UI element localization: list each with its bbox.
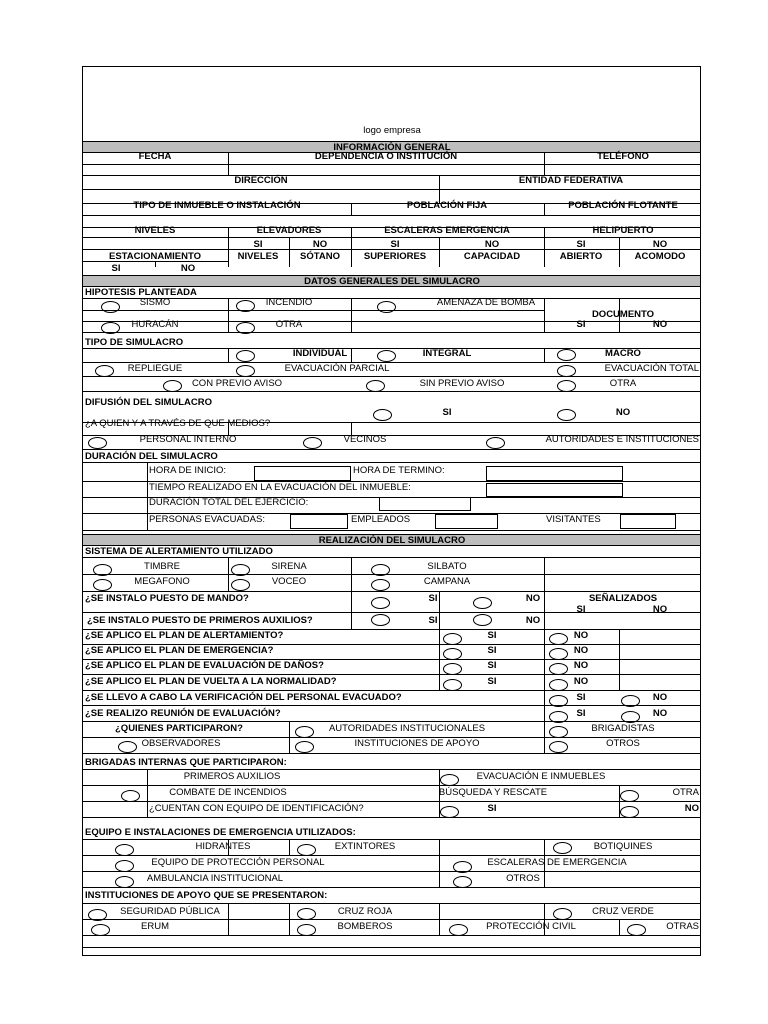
duracion-total-field[interactable]	[379, 497, 471, 511]
label-niveles: NIVELES	[134, 225, 176, 236]
label-niveles2: NIVELES	[237, 251, 279, 262]
label-q-reunion: ¿SE REALIZO REUNIÓN DE EVALUACIÓN?	[85, 708, 281, 719]
label-erum: ERUM	[141, 921, 169, 932]
label-q-emergencia: ¿SE APLICO EL PLAN DE EMERGENCIA?	[85, 645, 274, 656]
label-q-danos: ¿SE APLICO EL PLAN DE EVALUACIÓN DE DAÑOS?	[85, 660, 324, 671]
label-heli-no: NO	[652, 239, 668, 250]
label-brigadistas: BRIGADISTAS	[591, 723, 655, 734]
simulacro-form	[82, 66, 701, 956]
radio-amenaza[interactable]	[377, 301, 396, 313]
label-evac-inmuebles: EVACUACIÓN E INMUEBLES	[476, 771, 606, 782]
radio-mando-si[interactable]	[371, 597, 390, 609]
label-seguridad: SEGURIDAD PÚBLICA	[120, 906, 220, 917]
label-poblacion-flotante: POBLACIÓN FLOTANTE	[568, 200, 678, 211]
label-sin-previo: SIN PREVIO AVISO	[419, 378, 505, 389]
label-campana: CAMPANA	[423, 576, 471, 587]
label-otros: OTROS	[606, 738, 640, 749]
label-equipo-id-si: SI	[487, 803, 497, 814]
label-bomberos: BOMBEROS	[337, 921, 393, 932]
hora-termino-field[interactable]	[486, 466, 623, 481]
section-title-datos: DATOS GENERALES DEL SIMULACRO	[304, 276, 480, 287]
radio-difusion-no[interactable]	[557, 409, 576, 421]
radio-personal-interno[interactable]	[88, 437, 107, 449]
radio-sismo[interactable]	[101, 301, 120, 313]
label-hipotesis: HIPOTESIS PLANTEADA	[85, 287, 197, 298]
label-proteccion-civil: PROTECCIÓN CIVIL	[486, 921, 576, 932]
label-huracan: HURACÁN	[131, 319, 179, 330]
label-auxilios-si: SI	[428, 615, 438, 626]
label-mando-no: NO	[525, 593, 541, 604]
label-equipo-id-no: NO	[684, 803, 699, 814]
radio-mando-no[interactable]	[473, 597, 492, 609]
label-estac-si: SI	[111, 263, 121, 274]
label-danos-si: SI	[487, 660, 497, 671]
label-telefono: TELÉFONO	[597, 151, 649, 162]
label-danos-no: NO	[573, 660, 589, 671]
label-doc-no: NO	[652, 319, 668, 330]
label-superiores: SUPERIORES	[363, 251, 427, 262]
label-timbre: TIMBRE	[144, 561, 180, 572]
label-inst-apoyo: INSTITUCIONES DE APOYO	[354, 738, 480, 749]
section-title-general: INFORMACIÓN GENERAL	[333, 142, 451, 153]
hora-inicio-field[interactable]	[254, 466, 351, 481]
label-macro: MACRO	[605, 348, 641, 359]
label-observadores: OBSERVADORES	[141, 738, 221, 749]
label-verificacion-no: NO	[652, 692, 668, 703]
label-q-equipo-id: ¿CUENTAN CON EQUIPO DE IDENTIFICACIÓN?	[149, 803, 364, 814]
label-doc-si: SI	[576, 319, 586, 330]
label-autoridades: AUTORIDADES E INSTITUCIONES	[545, 434, 699, 445]
label-duracion-total: DURACIÓN TOTAL DEL EJERCICIO:	[149, 497, 309, 508]
label-individual: INDIVIDUAL	[292, 348, 348, 359]
radio-megafono[interactable]	[93, 579, 112, 591]
label-brigadas: BRIGADAS INTERNAS QUE PARTICIPARON:	[85, 757, 287, 768]
label-ambulancia: AMBULANCIA INSTITUCIONAL	[146, 873, 284, 884]
label-hora-termino: HORA DE TERMINO:	[353, 465, 445, 476]
label-sotano: SÓTANO	[300, 251, 340, 262]
label-con-previo: CON PREVIO AVISO	[191, 378, 283, 389]
radio-auxilios-no[interactable]	[473, 614, 492, 626]
label-senal-si: SI	[576, 604, 586, 615]
personas-field[interactable]	[290, 514, 348, 529]
radio-campana[interactable]	[371, 579, 390, 591]
label-reunion-no: NO	[652, 708, 668, 719]
radio-autoridades[interactable]	[486, 437, 505, 449]
label-otros-equipo: OTROS	[506, 873, 540, 884]
label-normalidad-si: SI	[487, 676, 497, 687]
radio-observadores[interactable]	[118, 741, 137, 753]
label-cruz-roja: CRUZ ROJA	[337, 906, 393, 917]
empleados-field[interactable]	[435, 514, 498, 529]
radio-vecinos[interactable]	[303, 437, 322, 449]
label-otras: OTRAS	[666, 921, 699, 932]
label-poblacion-fija: POBLACIÓN FIJA	[406, 200, 488, 211]
label-hidrantes: HIDRANTES	[195, 841, 251, 852]
label-silbato: SILBATO	[427, 561, 467, 572]
radio-auxilios-si[interactable]	[371, 614, 390, 626]
label-helipuerto: HELIPUERTO	[592, 225, 654, 236]
label-sistema: SISTEMA DE ALERTAMIENTO UTILIZADO	[85, 546, 273, 557]
label-senalizados: SEÑALIZADOS	[588, 593, 658, 604]
label-elev-no: NO	[312, 239, 328, 250]
label-amenaza: AMENAZA DE BOMBA	[436, 297, 536, 308]
label-q-verificacion: ¿SE LLEVO A CABO LA VERIFICACIÓN DEL PERSONAL EVACUADO?	[85, 692, 402, 703]
label-fecha: FECHA	[138, 151, 172, 162]
label-normalidad-no: NO	[573, 676, 589, 687]
label-q-participaron: ¿QUIENES PARTICIPARON?	[115, 723, 243, 734]
label-cruz-verde: CRUZ VERDE	[592, 906, 654, 917]
label-escaleras: ESCALERAS EMERGENCIA	[384, 225, 510, 236]
section-title-realizacion: REALIZACIÓN DEL SIMULACRO	[318, 535, 466, 546]
label-visitantes: VISITANTES	[546, 514, 601, 525]
label-esc-no: NO	[484, 239, 500, 250]
label-botiquines: BOTIQUINES	[593, 841, 653, 852]
label-senal-no: NO	[652, 604, 668, 615]
label-megafono: MEGAFONO	[134, 576, 190, 587]
label-extintores: EXTINTORES	[334, 841, 396, 852]
label-acomodo: ACOMODO	[634, 251, 686, 262]
label-incendio: INCENDIO	[265, 297, 313, 308]
label-tipo-simulacro: TIPO DE SIMULACRO	[85, 337, 184, 348]
label-vecinos: VECINOS	[343, 434, 387, 445]
label-dependencia: DEPENDENCIA O INSTITUCIÓN	[314, 151, 458, 162]
label-difusion: DIFUSIÓN DEL SIMULACRO	[85, 397, 213, 408]
label-reunion-si: SI	[576, 708, 586, 719]
label-aut-institucionales: AUTORIDADES INSTITUCIONALES	[328, 723, 486, 734]
label-abierto: ABIERTO	[559, 251, 603, 262]
radio-macro[interactable]	[557, 349, 576, 361]
label-equipo-proteccion: EQUIPO DE PROTECCIÓN PERSONAL	[151, 857, 325, 868]
label-emergencia-si: SI	[487, 645, 497, 656]
label-personal-interno: PERSONAL INTERNO	[139, 434, 237, 445]
label-equipo-title: EQUIPO E INSTALACIONES DE EMERGENCIA UTILIZADOS:	[85, 827, 356, 838]
label-emergencia-no: NO	[573, 645, 589, 656]
label-elevadores: ELEVADORES	[256, 225, 322, 236]
label-entidad: ENTIDAD FEDERATIVA	[518, 175, 624, 186]
radio-otros[interactable]	[549, 741, 568, 753]
label-otra: OTRA	[275, 319, 303, 330]
label-alertamiento-no: NO	[573, 630, 589, 641]
radio-inst-apoyo[interactable]	[295, 741, 314, 753]
radio-integral[interactable]	[377, 350, 396, 362]
label-capacidad: CAPACIDAD	[463, 251, 521, 262]
label-evac-total: EVACUACIÓN TOTAL	[604, 363, 699, 374]
label-a-quien: ¿A QUIEN Y A TRAVÉS DE QUE MEDIOS?	[85, 418, 271, 429]
label-difusion-no: NO	[615, 407, 631, 418]
label-sismo: SISMO	[139, 297, 171, 308]
label-combate: COMBATE DE INCENDIOS	[169, 787, 287, 798]
label-q-normalidad: ¿SE APLICO EL PLAN DE VUELTA A LA NORMALIDAD?	[85, 676, 337, 687]
label-repliegue: REPLIEGUE	[127, 363, 183, 374]
label-alertamiento-si: SI	[487, 630, 497, 641]
label-inst-title: INSTITUCIONES DE APOYO QUE SE PRESENTARON:	[85, 890, 328, 901]
label-escaleras-em: ESCALERAS DE EMERGENCIA	[487, 857, 627, 868]
label-q-mando: ¿SE INSTALO PUESTO DE MANDO?	[85, 593, 249, 604]
radio-difusion-si[interactable]	[373, 409, 392, 421]
label-personas: PERSONAS EVACUADAS:	[149, 514, 265, 525]
label-direccion: DIRECCIÓN	[234, 175, 288, 186]
label-integral: INTEGRAL	[422, 348, 472, 359]
label-empleados: EMPLEADOS	[351, 514, 411, 525]
label-q-auxilios: ¿SE INSTALO PUESTO DE PRIMEROS AUXILIOS?	[87, 615, 313, 626]
label-duracion: DURACIÓN DEL SIMULACRO	[85, 451, 218, 462]
logo-placeholder: logo empresa	[363, 125, 421, 136]
radio-individual[interactable]	[236, 350, 255, 362]
label-elev-si: SI	[253, 239, 263, 250]
label-busqueda: BÚSQUEDA Y RESCATE	[438, 787, 548, 798]
label-mando-si: SI	[428, 593, 438, 604]
label-verificacion-si: SI	[576, 692, 586, 703]
label-hora-inicio: HORA DE INICIO:	[149, 465, 227, 476]
label-sirena: SIRENA	[271, 561, 307, 572]
label-difusion-si: SI	[442, 407, 452, 418]
label-estac-no: NO	[180, 263, 196, 274]
tiempo-realizado-field[interactable]	[486, 483, 623, 497]
label-q-alertamiento: ¿SE APLICO EL PLAN DE ALERTAMIENTO?	[85, 630, 284, 641]
label-estacionamiento: ESTACIONAMIENTO	[108, 251, 202, 262]
radio-voceo[interactable]	[231, 579, 250, 591]
label-otra-tipo: OTRA	[609, 378, 637, 389]
label-voceo: VOCEO	[271, 576, 307, 587]
label-documento: DOCUMENTO	[591, 309, 655, 320]
visitantes-field[interactable]	[620, 514, 676, 529]
label-auxilios-no: NO	[525, 615, 541, 626]
radio-botiquines[interactable]	[553, 842, 572, 854]
label-esc-si: SI	[390, 239, 400, 250]
label-evac-parcial: EVACUACIÓN PARCIAL	[284, 363, 390, 374]
label-otra-brigada: OTRA	[672, 787, 699, 798]
label-primeros-aux: PRIMEROS AUXILIOS	[183, 771, 281, 782]
label-tiempo-realizado: TIEMPO REALIZADO EN LA EVACUACIÓN DEL INMUEBLE:	[149, 482, 411, 493]
label-heli-si: SI	[576, 239, 586, 250]
label-tipo-inmueble: TIPO DE INMUEBLE O INSTALACIÓN	[133, 200, 301, 211]
